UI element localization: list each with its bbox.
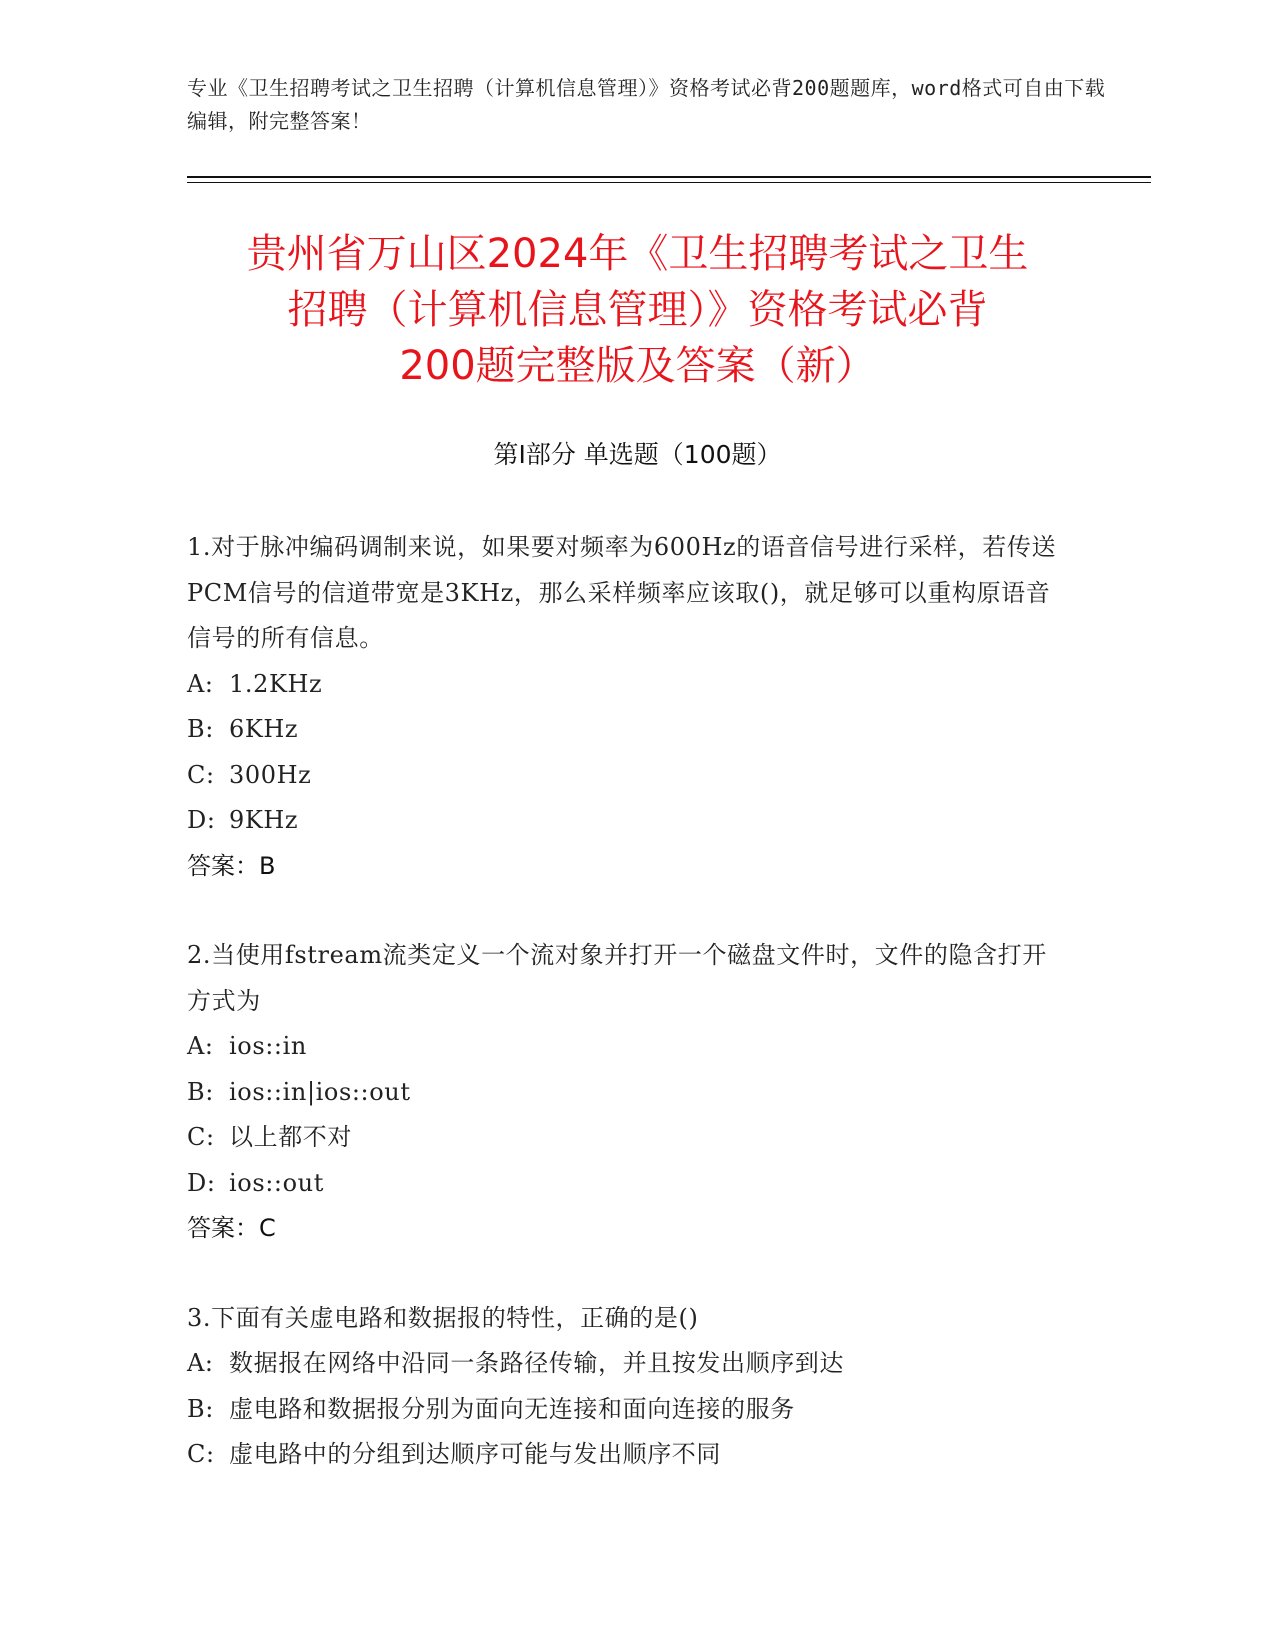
question-1 — [187, 525, 1067, 889]
option-d — [187, 1161, 1067, 1207]
option-c — [187, 753, 1067, 799]
option-b — [187, 707, 1067, 753]
option-letter: C: — [187, 1440, 215, 1468]
option-a — [187, 1341, 1067, 1387]
option-a — [187, 662, 1067, 708]
header-note: 专业《卫生招聘考试之卫生招聘（计算机信息管理）》资格考试必背200题题库，word格式可自由下载编辑，附完整答案！ — [187, 76, 1106, 133]
option-text: 9KHz — [229, 806, 299, 834]
option-letter: C: — [187, 1123, 215, 1151]
option-b — [187, 1070, 1067, 1116]
option-text: ios::in|ios::out — [229, 1077, 411, 1106]
option-text: 虚电路和数据报分别为面向无连接和面向连接的服务 — [229, 1394, 795, 1423]
option-b — [187, 1387, 1067, 1433]
option-c — [187, 1432, 1067, 1478]
option-text: ios::in — [229, 1032, 307, 1060]
option-letter: B: — [187, 715, 214, 743]
option-letter: D: — [187, 1168, 216, 1197]
header-divider — [187, 176, 1151, 178]
title-line: 招聘（计算机信息管理）》资格考试必背 — [287, 287, 988, 333]
question-2 — [187, 933, 1067, 1252]
option-letter: C: — [187, 760, 215, 789]
document-title — [150, 226, 1125, 394]
option-letter: B: — [187, 1394, 214, 1423]
option-letter: A: — [187, 669, 214, 698]
question-stem: 1.对于脉冲编码调制来说，如果要对频率为600Hz的语音信号进行采样，若传送PCM信号的信道带宽是3KHz，那么采样频率应该取()，就足够可以重构原语音信号的所有信息。 — [187, 533, 1057, 652]
option-d — [187, 798, 1067, 844]
option-c — [187, 1115, 1067, 1161]
option-letter: A: — [187, 1349, 214, 1377]
option-a — [187, 1024, 1067, 1070]
option-text: 数据报在网络中沿同一条路径传输，并且按发出顺序到达 — [229, 1349, 844, 1377]
option-text: ios::out — [229, 1168, 324, 1197]
title-line: 贵州省万山区2024年《卫生招聘考试之卫生 — [246, 231, 1029, 277]
question-3 — [187, 1296, 1067, 1478]
question-stem: 2.当使用fstream流类定义一个流对象并打开一个磁盘文件时，文件的隐含打开方式为 — [187, 941, 1047, 1015]
option-letter: D: — [187, 806, 216, 834]
option-letter: B: — [187, 1077, 214, 1106]
answer-line: 答案：C — [187, 1214, 276, 1242]
option-letter: A: — [187, 1032, 214, 1060]
answer-line: 答案：B — [187, 851, 276, 880]
option-text: 以上都不对 — [229, 1123, 352, 1151]
option-text: 6KHz — [229, 715, 299, 743]
option-text: 1.2KHz — [229, 669, 323, 698]
question-list — [187, 525, 1067, 1522]
question-stem: 3.下面有关虚电路和数据报的特性，正确的是() — [187, 1303, 699, 1332]
section-title: 第Ⅰ部分 单选题（100题） — [493, 440, 782, 469]
header-divider-thin — [187, 182, 1151, 183]
title-line: 200题完整版及答案（新） — [399, 343, 876, 389]
option-text: 300Hz — [229, 760, 312, 789]
option-text: 虚电路中的分组到达顺序可能与发出顺序不同 — [229, 1440, 721, 1468]
